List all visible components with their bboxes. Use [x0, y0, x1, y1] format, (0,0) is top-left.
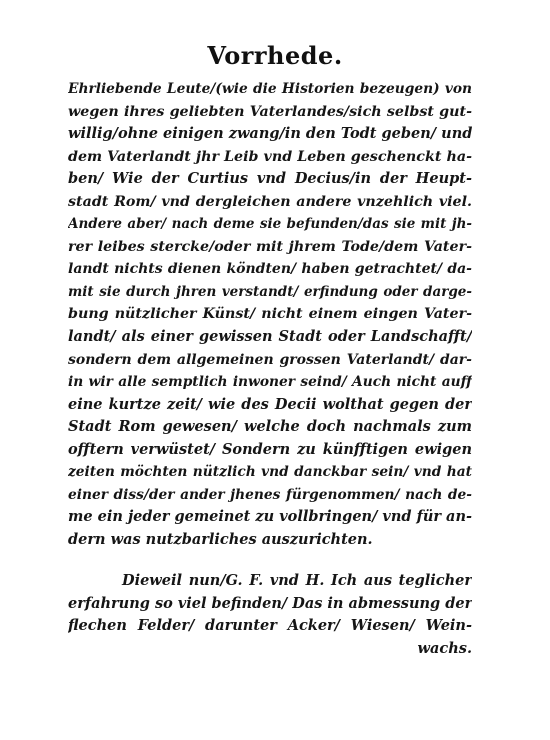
text-line: dem Vaterlandt jhr Leib vnd Leben geschenckt ha- — [68, 148, 472, 165]
text-line: offtern verwüstet/ Sondern zu künfftigen ewigen — [68, 440, 472, 458]
page-title: Vorrhede. — [207, 41, 343, 70]
text-line: landt nichts dienen köndten/ haben getrachtet/ da- — [68, 261, 472, 278]
text-line: Dieweil nun/G. F. vnd H. Ich aus teglicher — [122, 572, 472, 589]
text-line: ben/ Wie der Curtius vnd Decius/in der Heupt- — [68, 170, 472, 188]
text-line: Andere aber/ nach deme sie befunden/das sie mit jh- — [68, 216, 472, 233]
text-line: landt/ als einer gewissen Stadt oder Landschafft/ — [68, 328, 472, 346]
text-line: mit sie durch jhren verstandt/ erfindung oder darge- — [68, 283, 472, 300]
text-line: willig/ohne einigen zwang/in den Todt geben/ und — [68, 125, 472, 143]
text-line: rer leibes stercke/oder mit jhrem Tode/dem Vater- — [68, 238, 472, 255]
text-line: erfahrung so viel befinden/ Das in abmessung der — [68, 594, 472, 612]
paragraph-preface — [68, 78, 472, 551]
text-line: dern was nutzbarliches auszurichten. — [68, 530, 373, 548]
text-line: wegen ihres geliebten Vaterlandes/sich selbst gut- — [68, 103, 472, 120]
text-line: bung nützlicher Künst/ nicht einem eingen Vater- — [68, 306, 472, 323]
text-line: Stadt Rom gewesen/ welche doch nachmals zum — [68, 418, 472, 436]
text-line: in wir alle semptlich inwoner seind/ Auch nicht auff — [68, 374, 472, 391]
text-line: flechen Felder/ darunter Acker/ Wiesen/ Wein- — [68, 617, 472, 635]
paragraph-second — [68, 570, 472, 660]
text-line: Ehrliebende Leute/(wie die Historien bezeugen) von — [68, 81, 472, 97]
text-line: sondern dem allgemeinen grossen Vaterlandt/ dar- — [68, 351, 472, 368]
catchword: wachs. — [417, 639, 472, 657]
text-line: einer diss/der ander jhenes fürgenommen/ nach de- — [68, 486, 472, 503]
text-line: me ein jeder gemeinet zu vollbringen/ vnd für an- — [68, 508, 472, 526]
text-line: zeiten möchten nützlich vnd danckbar sein/ vnd hat — [68, 464, 472, 481]
text-line: eine kurtze zeit/ wie des Decii wolthat gegen der — [68, 395, 472, 413]
text-line: stadt Rom/ vnd dergleichen andere vnzehlich viel. — [68, 193, 472, 210]
